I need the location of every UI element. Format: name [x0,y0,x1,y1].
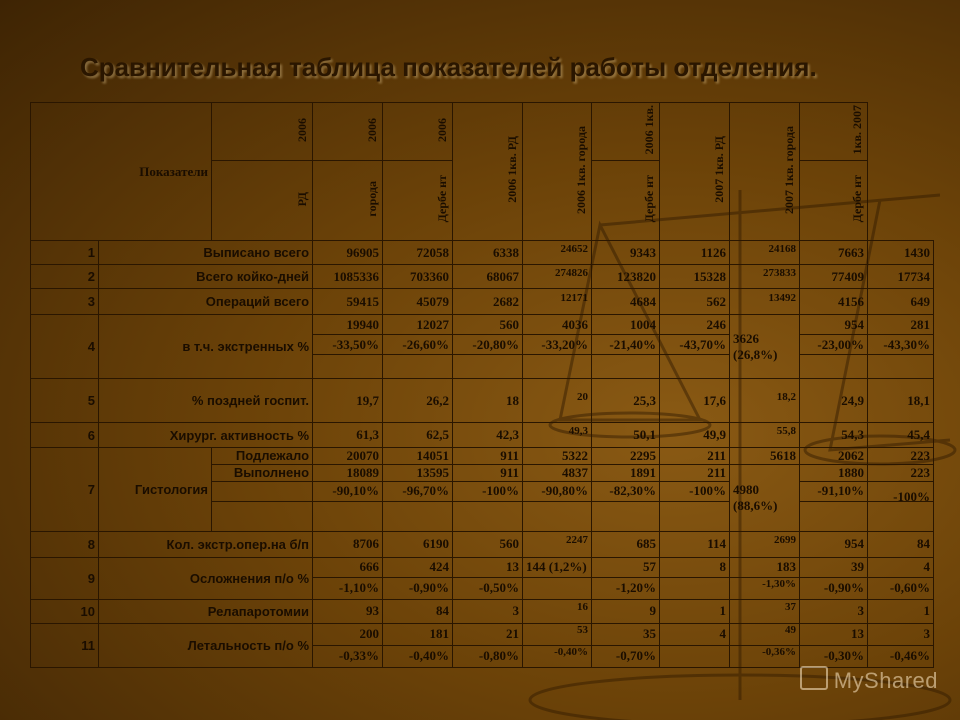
cell: 24652 [523,241,592,265]
header-rd: РД [212,161,313,241]
header-2007-q1: 1кв. 2007 [800,103,868,161]
cell: 19940 [313,315,383,335]
row-index: 1 [31,241,99,265]
cell: 223 [868,447,934,464]
row-index: 8 [31,531,99,557]
cell: 223 [868,464,934,481]
cell: 2247 [523,531,592,557]
cell: 61,3 [313,423,383,447]
cell: 13595 [383,464,453,481]
cell: 18,1 [868,379,934,423]
page-title: Сравнительная таблица показателей работы отделения. [80,52,817,82]
cell: 72058 [383,241,453,265]
cell: 12171 [523,289,592,315]
cell: 21 [453,623,523,645]
cell: -0,36% [730,645,800,667]
cell: -1,20% [592,577,660,599]
cell: 24168 [730,241,800,265]
cell: 3 [453,599,523,623]
table-row [31,265,934,289]
presentation-icon [800,666,828,690]
cell: -0,80% [453,645,523,667]
cell: 246 [660,315,730,335]
row-sublabel: Выполнено [212,464,313,481]
cell: -82,30% [592,481,660,501]
cell: 4036 [523,315,592,335]
cell: -0,70% [592,645,660,667]
row-index: 3 [31,289,99,315]
row-index: 6 [31,423,99,447]
cell: 17734 [868,265,934,289]
cell: 274826 [523,265,592,289]
cell: 53 [523,623,592,645]
cell: 200 [313,623,383,645]
header-2006-q1-rd: 2006 1кв. РД [453,103,523,241]
cell: 666 [313,557,383,577]
cell: 15328 [660,265,730,289]
cell: 93 [313,599,383,623]
header-2007-q1-city: 2007 1кв. города [730,103,800,241]
cell: -0,40% [383,645,453,667]
cell: 649 [868,289,934,315]
row-label: в т.ч. экстренных % [99,315,313,379]
cell: 4 [660,623,730,645]
cell: 911 [453,464,523,481]
cell: 13 [453,557,523,577]
table-row [31,447,934,464]
cell: 45,4 [868,423,934,447]
cell [523,577,592,599]
cell: 17,6 [660,379,730,423]
cell: 62,5 [383,423,453,447]
cell: -43,70% [660,335,730,355]
cell: 1085336 [313,265,383,289]
cell: -0,50% [453,577,523,599]
table-row [31,557,934,577]
cell: 45079 [383,289,453,315]
row-index: 9 [31,557,99,599]
row-label: Операций всего [99,289,313,315]
cell: 84 [868,531,934,557]
cell: -100% [660,481,730,501]
cell: 2682 [453,289,523,315]
cell: 954 [800,531,868,557]
row-index: 7 [31,447,99,531]
cell: 55,8 [730,423,800,447]
cell: 6190 [383,531,453,557]
header-row-top [31,103,934,161]
cell: 562 [660,289,730,315]
cell: 1880 [800,464,868,481]
header-2006-q1-city: 2006 1кв. города [523,103,592,241]
cell: 211 [660,447,730,464]
cell: -91,10% [800,481,868,501]
cell: 273833 [730,265,800,289]
cell: -23,00% [800,335,868,355]
comparison-table [30,102,934,668]
cell: 57 [592,557,660,577]
table-row [31,379,934,423]
cell: 7663 [800,241,868,265]
cell: 18 [453,379,523,423]
cell: 6338 [453,241,523,265]
cell: 19,7 [313,379,383,423]
cell: 18,2 [730,379,800,423]
row-sublabel: Подлежало [212,447,313,464]
cell: 59415 [313,289,383,315]
table-row [31,531,934,557]
cell: 1004 [592,315,660,335]
cell: 114 [660,531,730,557]
cell [660,645,730,667]
row-index: 2 [31,265,99,289]
row-label: Летальность п/о % [99,623,313,667]
row-label: Гистология [99,447,212,531]
cell: 144 (1,2%) [523,557,592,577]
cell: -26,60% [383,335,453,355]
cell: 2295 [592,447,660,464]
cell: 49 [730,623,800,645]
cell: -0,46% [868,645,934,667]
cell: 9 [592,599,660,623]
cell: 8706 [313,531,383,557]
cell: -33,20% [523,335,592,355]
cell: 281 [868,315,934,335]
cell: 8 [660,557,730,577]
cell: -96,70% [383,481,453,501]
cell: 18089 [313,464,383,481]
cell: 35 [592,623,660,645]
watermark: MyShared [800,666,938,694]
cell: 96905 [313,241,383,265]
row-index: 5 [31,379,99,423]
cell: 911 [453,447,523,464]
header-2006-rd-year: 2006 [212,103,313,161]
cell: 685 [592,531,660,557]
row-label: % поздней госпит. [99,379,313,423]
cell: -0,60% [868,577,934,599]
cell: 3 [868,623,934,645]
cell: 24,9 [800,379,868,423]
cell: -20,80% [453,335,523,355]
cell: 123820 [592,265,660,289]
cell: 211 [660,464,730,481]
cell: 68067 [453,265,523,289]
row-index: 10 [31,599,99,623]
row-label: Осложнения п/о % [99,557,313,599]
cell: 1891 [592,464,660,481]
cell: 77409 [800,265,868,289]
cell: 84 [383,599,453,623]
cell: 4980 (88,6%) [730,464,800,531]
row-label: Всего койко-дней [99,265,313,289]
header-derbent-2006q1: Дербе нт [592,161,660,241]
header-2007-q1-rd: 2007 1кв. РД [660,103,730,241]
cell: 13492 [730,289,800,315]
cell: -90,80% [523,481,592,501]
cell: 1430 [868,241,934,265]
cell: 39 [800,557,868,577]
cell: 26,2 [383,379,453,423]
cell: -0,90% [383,577,453,599]
header-indicators: Показатели [31,103,212,241]
cell: 5618 [730,447,800,464]
cell: 703360 [383,265,453,289]
cell: 4156 [800,289,868,315]
row-index: 4 [31,315,99,379]
cell: -33,50% [313,335,383,355]
cell: 181 [383,623,453,645]
cell: 42,3 [453,423,523,447]
cell: -0,30% [800,645,868,667]
cell: 20 [523,379,592,423]
cell: -100% [453,481,523,501]
cell: -100% [868,481,934,501]
cell: -1,10% [313,577,383,599]
cell: -21,40% [592,335,660,355]
cell: 16 [523,599,592,623]
cell: 49,9 [660,423,730,447]
cell: -0,40% [523,645,592,667]
cell: -90,10% [313,481,383,501]
cell: 1126 [660,241,730,265]
row-label: Выписано всего [99,241,313,265]
header-2006-derbent-year: 2006 [383,103,453,161]
cell: 49,3 [523,423,592,447]
header-city: города [313,161,383,241]
cell: 13 [800,623,868,645]
cell: 183 [730,557,800,577]
cell: 37 [730,599,800,623]
cell: 2062 [800,447,868,464]
cell: 560 [453,531,523,557]
table-row [31,289,934,315]
table-row [31,599,934,623]
cell: 1 [660,599,730,623]
header-2006-q1: 2006 1кв. [592,103,660,161]
cell: 4 [868,557,934,577]
cell: 12027 [383,315,453,335]
cell: 424 [383,557,453,577]
table-row [31,315,934,335]
row-label: Хирург. активность % [99,423,313,447]
cell: 954 [800,315,868,335]
table-row [31,423,934,447]
cell: -1,30% [730,577,800,599]
header-derbent: Дербе нт [383,161,453,241]
cell: -0,33% [313,645,383,667]
cell: 3 [800,599,868,623]
cell: 5322 [523,447,592,464]
row-label: Релапаротомии [99,599,313,623]
cell: 25,3 [592,379,660,423]
cell: 4684 [592,289,660,315]
cell: 2699 [730,531,800,557]
table-row [31,623,934,645]
cell [660,577,730,599]
cell: -43,30% [868,335,934,355]
cell: 54,3 [800,423,868,447]
table-row [31,241,934,265]
cell: -0,90% [800,577,868,599]
cell: 14051 [383,447,453,464]
cell: 3626 (26,8%) [730,315,800,379]
cell: 9343 [592,241,660,265]
row-index: 11 [31,623,99,667]
cell: 1 [868,599,934,623]
cell: 50,1 [592,423,660,447]
cell: 4837 [523,464,592,481]
row-label: Кол. экстр.опер.на б/п [99,531,313,557]
cell: 560 [453,315,523,335]
header-derbent-2007q1: Дербе нт [800,161,868,241]
cell: 20070 [313,447,383,464]
header-2006-city-year: 2006 [313,103,383,161]
